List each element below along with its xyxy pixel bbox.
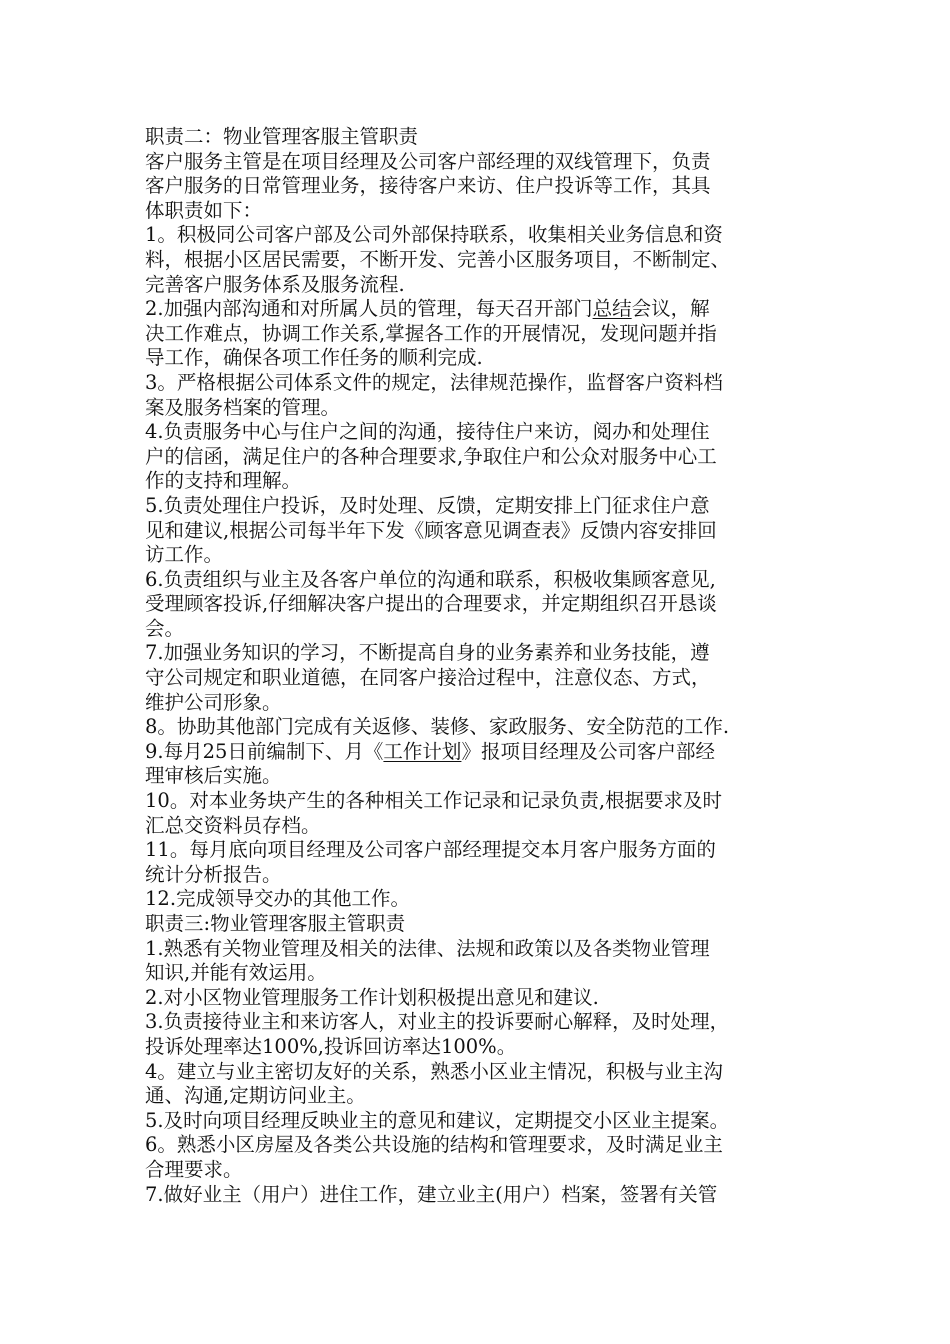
line-text: 9.每月25日前编制下、月《 — [145, 739, 384, 763]
link-work-plan[interactable]: 工作计划 — [383, 739, 462, 763]
paragraph-line: 客户服务的日常管理业务，接待客户来访、住户投诉等工作，其具 — [145, 174, 711, 198]
list-item-line — [145, 740, 815, 765]
list-item-line: 完善客户服务体系及服务流程. — [145, 272, 405, 296]
list-item-line: 通、沟通,定期访问业主。 — [145, 1084, 366, 1108]
list-item-line: 6.负责组织与业主及各客户单位的沟通和联系，积极收集顾客意见, — [145, 567, 716, 591]
list-item-line: 汇总交资料员存档。 — [145, 813, 321, 837]
list-item-line: 2.对小区物业管理服务工作计划积极提出意见和建议. — [145, 985, 599, 1009]
list-item-line: 1.熟悉有关物业管理及相关的法律、法规和政策以及各类物业管理 — [145, 936, 710, 960]
list-item-line — [145, 297, 815, 322]
link-summary[interactable]: 总结 — [592, 297, 632, 321]
list-item-line: 6。熟悉小区房屋及各类公共设施的结构和管理要求，及时满足业主 — [145, 1133, 723, 1157]
section-heading-3: 职责三:物业管理客服主管职责 — [145, 912, 406, 935]
list-item-line: 7.做好业主（用户）进住工作，建立业主(用户）档案，签署有关管 — [145, 1182, 718, 1206]
list-item-line: 10。对本业务块产生的各种相关工作记录和记录负责,根据要求及时 — [145, 789, 723, 813]
list-item-line: 作的支持和理解。 — [145, 469, 302, 493]
paragraph-line: 客户服务主管是在项目经理及公司客户部经理的双线管理下，负责 — [145, 149, 711, 173]
list-item-line: 见和建议,根据公司每半年下发《顾客意见调查表》反馈内容安排回 — [145, 518, 717, 542]
list-item-line: 3。严格根据公司体系文件的规定，法律规范操作，监督客户资料档 — [145, 370, 723, 394]
list-item-line: 守公司规定和职业道德，在同客户接洽过程中，注意仪态、方式， — [145, 666, 711, 690]
list-item-line: 4。建立与业主密切友好的关系，熟悉小区业主情况，积极与业主沟 — [145, 1059, 723, 1083]
list-item-line: 合理要求。 — [145, 1157, 243, 1181]
list-item-line: 5.负责处理住户投诉，及时处理、反馈，定期安排上门征求住户意 — [145, 493, 710, 517]
list-item-line: 受理顾客投诉,仔细解决客户提出的合理要求，并定期组织召开恳谈 — [145, 592, 717, 616]
list-item-line: 导工作，确保各项工作任务的顺利完成. — [145, 346, 483, 370]
list-item-line: 4.负责服务中心与住户之间的沟通，接待住户来访，阅办和处理住 — [145, 420, 710, 444]
list-item-line: 理审核后实施。 — [145, 764, 282, 788]
line-text: 》报项目经理及公司客户部经 — [461, 739, 715, 763]
list-item-line: 投诉处理率达100%,投诉回访率达100%。 — [145, 1034, 517, 1058]
line-text: 会议，解 — [631, 297, 710, 321]
list-item-line: 知识,并能有效运用。 — [145, 961, 327, 985]
list-item-line: 8。协助其他部门完成有关返修、装修、家政服务、安全防范的工作. — [145, 715, 730, 739]
list-item-line: 户的信函，满足住户的各种合理要求,争取住户和公众对服务中心工 — [145, 444, 717, 468]
list-item-line: 7.加强业务知识的学习，不断提高自身的业务素养和业务技能，遵 — [145, 641, 710, 665]
list-item-line: 3.负责接待业主和来访客人，对业主的投诉要耐心解释，及时处理， — [145, 1010, 730, 1034]
list-item-line: 会。 — [145, 616, 185, 640]
list-item-line: 料，根据小区居民需要，不断开发、完善小区服务项目，不断制定、 — [145, 247, 731, 271]
list-item-line: 5.及时向项目经理反映业主的意见和建议，定期提交小区业主提案。 — [145, 1108, 730, 1132]
paragraph-line: 体职责如下： — [145, 198, 263, 222]
list-item-line: 维护公司形象。 — [145, 690, 282, 714]
document-body — [145, 125, 815, 1207]
list-item-line: 统计分析报告。 — [145, 862, 282, 886]
list-item-line: 决工作难点，协调工作关系,掌握各工作的开展情况，发现问题并指 — [145, 321, 717, 345]
section-heading-2: 职责二：物业管理客服主管职责 — [145, 125, 419, 148]
list-item-line: 访工作。 — [145, 543, 224, 567]
list-item-line: 1。积极同公司客户部及公司外部保持联系，收集相关业务信息和资 — [145, 223, 723, 247]
list-item-line: 案及服务档案的管理。 — [145, 395, 341, 419]
line-text: 2.加强内部沟通和对所属人员的管理，每天召开部门 — [145, 297, 593, 321]
list-item-line: 12.完成领导交办的其他工作。 — [145, 887, 411, 911]
list-item-line: 11。每月底向项目经理及公司客户部经理提交本月客户服务方面的 — [145, 838, 716, 862]
